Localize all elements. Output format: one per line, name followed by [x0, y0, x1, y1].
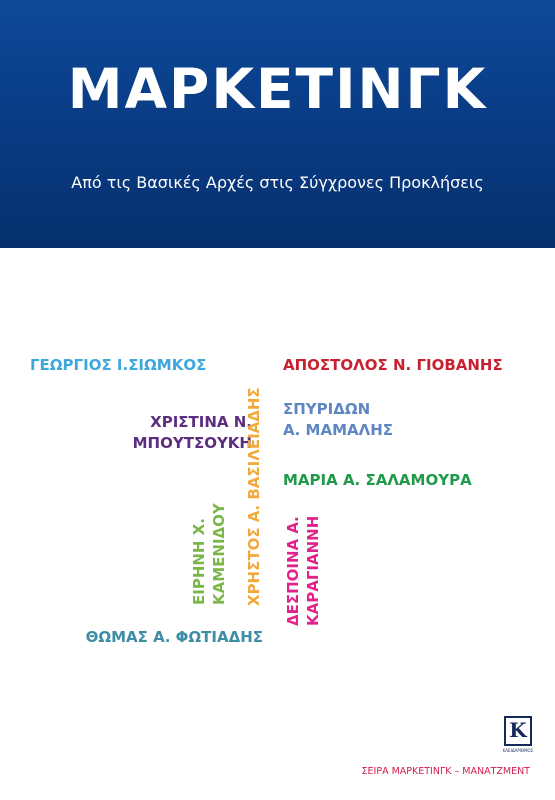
author-fotiadis: ΘΩΜΑΣ Α. ΦΩΤΙΑΔΗΣ	[85, 628, 263, 646]
author-mamalis	[283, 399, 433, 441]
author-mpoutsouki	[60, 412, 252, 454]
author-vasileiadis: ΧΡΗΣΤΟΣ Α. ΒΑΣΙΛΕΙΑΔΗΣ	[245, 387, 263, 606]
series-label: ΣΕΙΡΑ ΜΑΡΚΕΤΙΝΓΚ – ΜΑΝΑΤΖΜΕΝΤ	[361, 766, 530, 777]
author-mpoutsouki-first-name: ΧΡΙΣΤΙΝΑ Ν.	[150, 413, 252, 431]
author-mamalis-surname: Α. ΜΑΜΑΛΗΣ	[283, 421, 394, 439]
book-title: ΜΑΡΚΕΤΙΝΓΚ	[67, 57, 488, 121]
author-kamenidou	[189, 495, 229, 605]
book-subtitle: Από τις Βασικές Αρχές στις Σύγχρονες Προκλήσεις	[71, 173, 484, 192]
author-siomkos: ΓΕΩΡΓΙΟΣ Ι.ΣΙΩΜΚΟΣ	[30, 356, 207, 374]
publisher-name: ΚΛΕΙΔΑΡΙΘΜΟΣ	[502, 748, 534, 753]
publisher-logo	[504, 716, 532, 746]
author-karagianni-surname: ΚΑΡΑΓΙΑΝΝΗ	[304, 516, 322, 627]
cover-header-band	[0, 0, 555, 248]
author-mpoutsouki-surname: ΜΠΟΥΤΣΟΥΚΗ	[132, 434, 252, 452]
publisher-logo-letter: K	[509, 718, 527, 742]
author-salamoura: ΜΑΡΙΑ Α. ΣΑΛΑΜΟΥΡΑ	[283, 471, 472, 489]
author-karagianni-first-name: ΔΕΣΠΟΙΝΑ Α.	[284, 516, 302, 626]
author-kamenidou-first-name: ΕΙΡΗΝΗ Χ.	[190, 518, 208, 605]
author-kamenidou-surname: ΚΑΜΕΝΙΔΟΥ	[210, 503, 228, 605]
author-mamalis-first-name: ΣΠΥΡΙΔΩΝ	[283, 400, 371, 418]
author-giovanis: ΑΠΟΣΤΟΛΟΣ Ν. ΓΙΟΒΑΝΗΣ	[283, 356, 503, 374]
author-karagianni	[283, 516, 323, 654]
